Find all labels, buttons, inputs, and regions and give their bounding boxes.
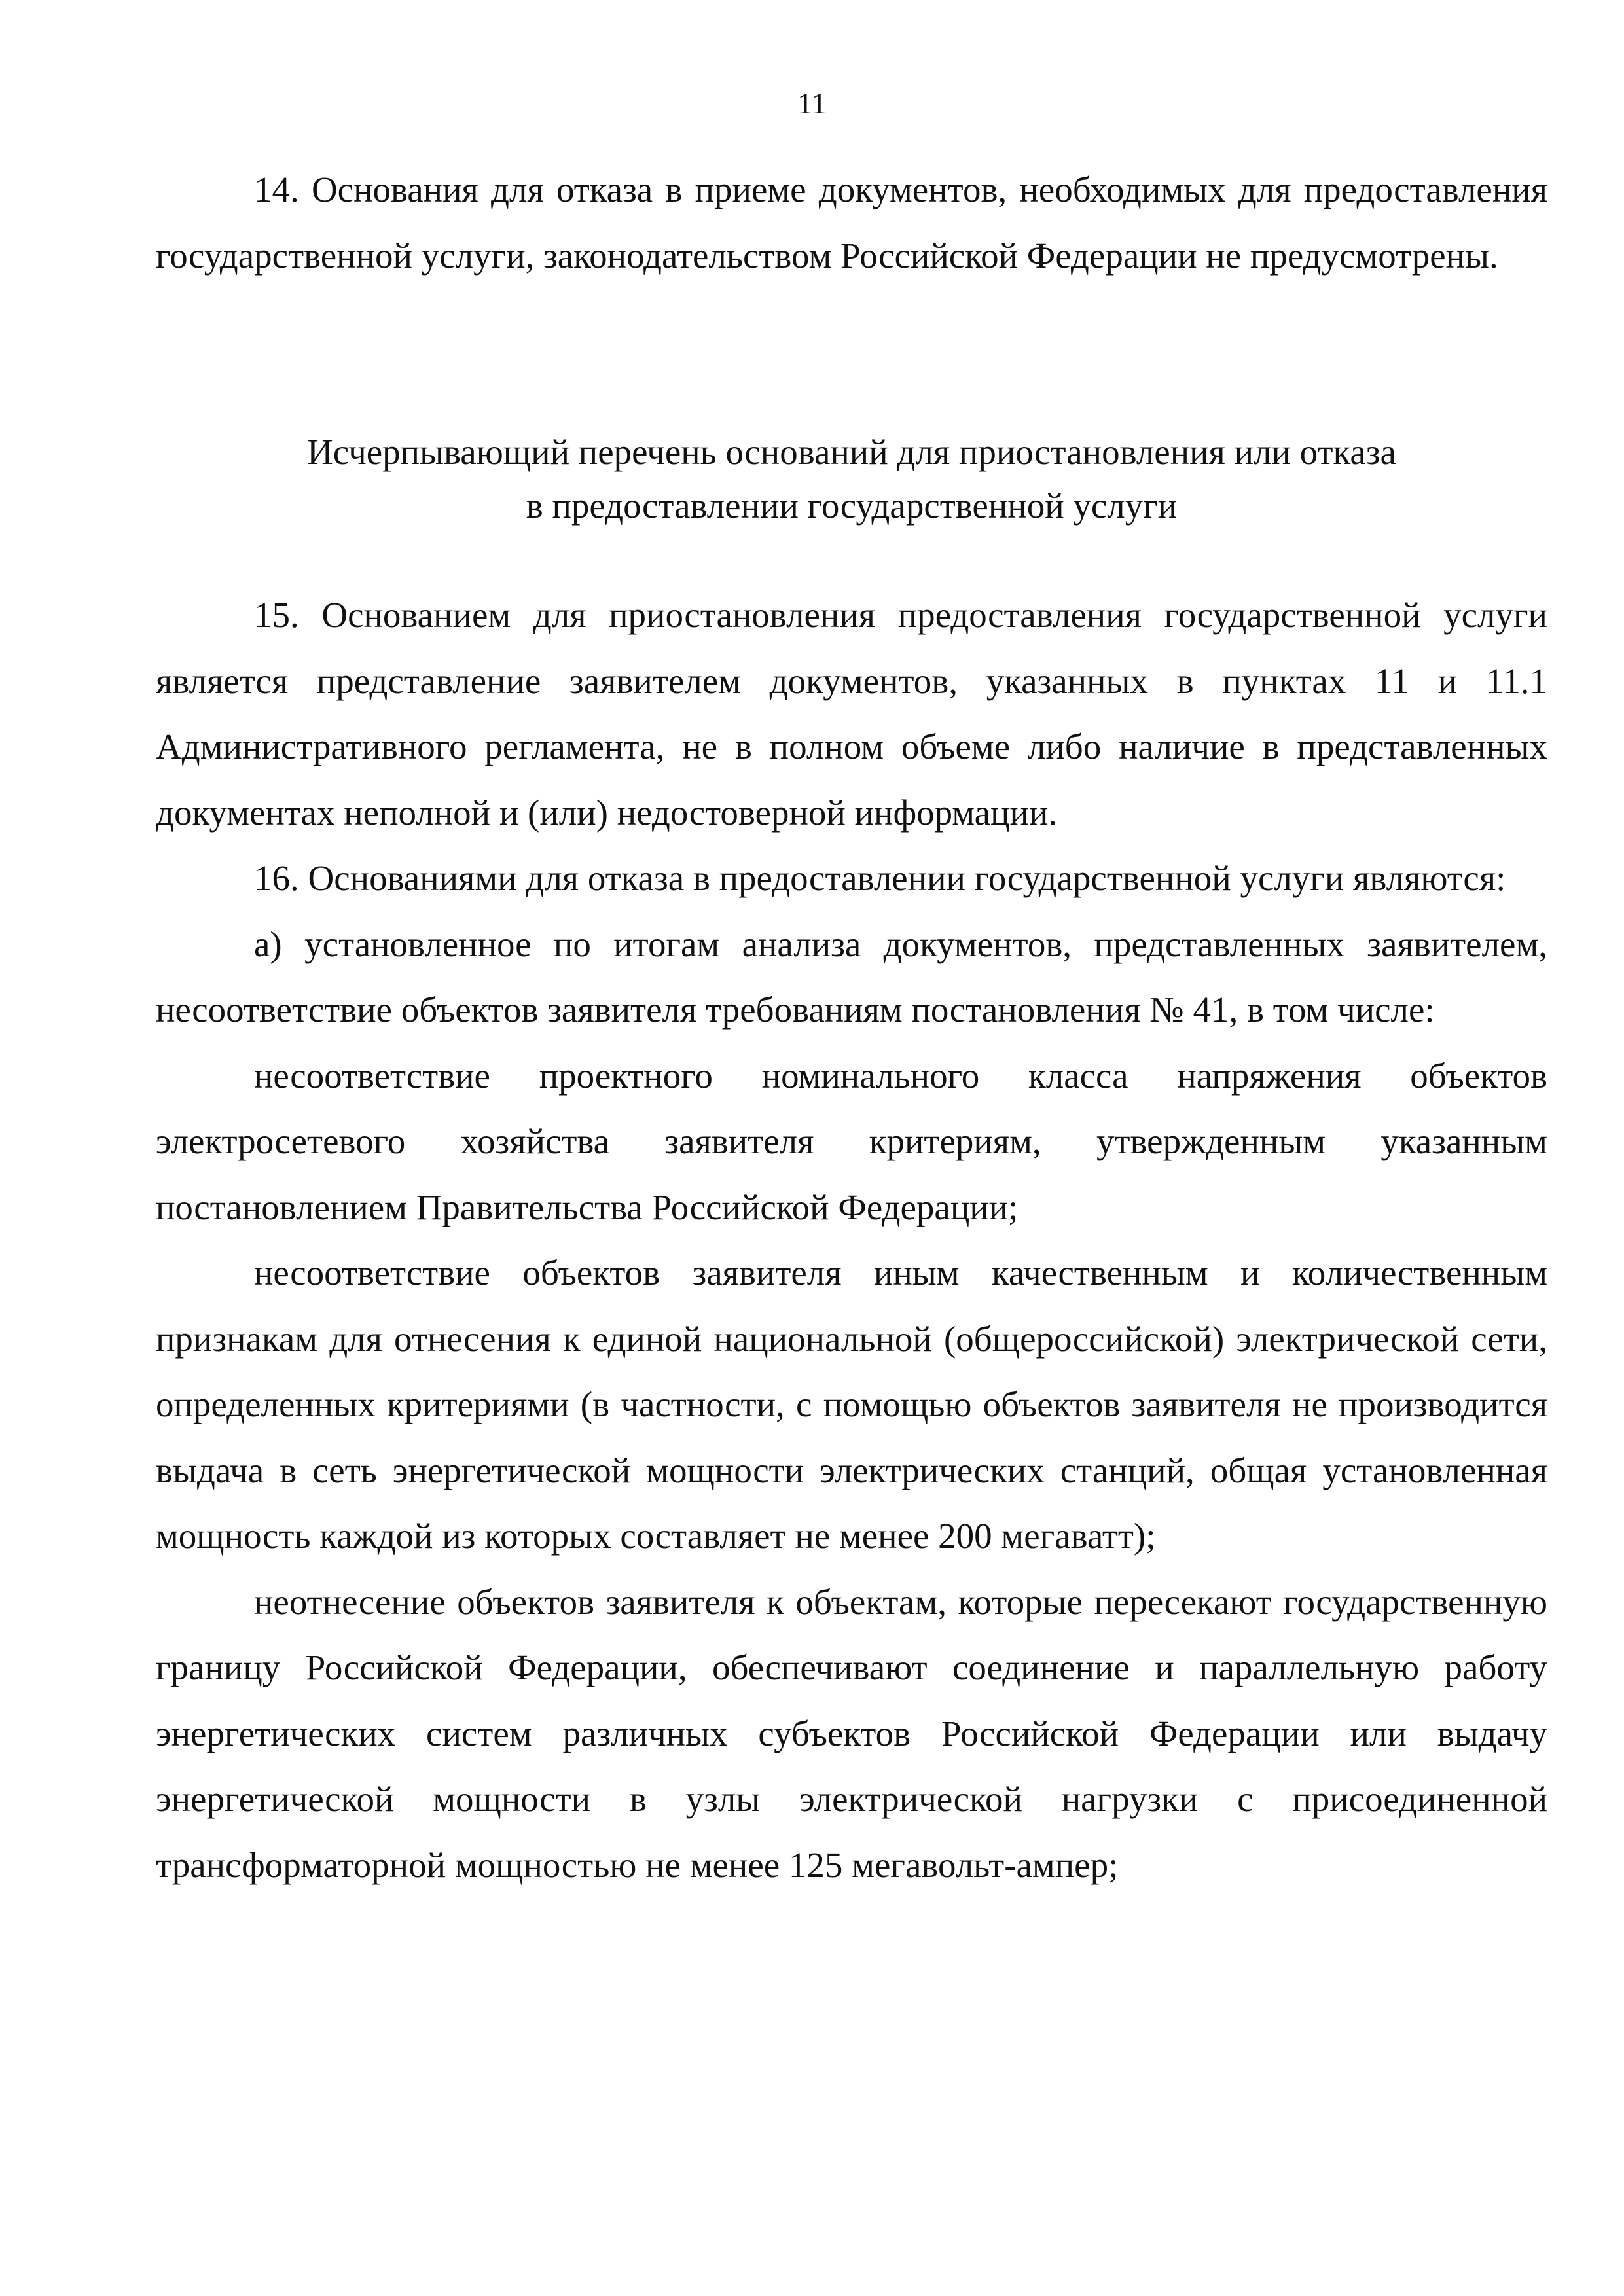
section-heading — [156, 425, 1547, 533]
page-number: 11 — [797, 86, 827, 120]
main-text-block — [156, 583, 1547, 1898]
paragraph-14: 14. Основания для отказа в приеме документов, необходимых для предоставления государственной услуги, законодательством Российской Федерации не предусмотрены. — [156, 170, 1547, 276]
paragraph-16-a-item-1: несоответствие проектного номинального класса напряжения объектов электросетевого хозяйства заявителя критериям, утвержденным указанным постановлением Правительства Российской Федерации; — [156, 1055, 1547, 1227]
section-heading-line-1: Исчерпывающий перечень оснований для приостановления или отказа — [307, 432, 1396, 472]
paragraph-16: 16. Основаниями для отказа в предоставлении государственной услуги являются: — [254, 858, 1506, 898]
paragraph-16-a: а) установленное по итогам анализа документов, представленных заявителем, несоответствие объектов заявителя требованиям постановления № 41, в том числе: — [156, 924, 1547, 1030]
section-heading-line-2: в предоставлении государственной услуги — [526, 486, 1178, 526]
paragraph-16-a-item-3: неотнесение объектов заявителя к объектам, которые пересекают государственную границу Российской Федерации, обеспечивают соединение и параллельную работу энергетических систем различных субъектов Российской Федерации или выдачу энергетической мощности в узлы электрической нагрузки с присоединенной трансформаторной мощностью не менее 125 мегавольт-ампер; — [156, 1581, 1547, 1885]
paragraph-15: 15. Основанием для приостановления предоставления государственной услуги является представление заявителем документов, указанных в пунктах 11 и 11.1 Административного регламента, не в полном объеме либо наличие в представленных документах неполной и (или) недостоверной информации. — [156, 595, 1547, 833]
paragraph-16-a-item-2: несоответствие объектов заявителя иным качественным и количественным признакам для отнесения к единой национальной (общероссийской) электрической сети, определенных критериями (в частности, с помощью объектов заявителя не производится выдача в сеть энергетической мощности электрических станций, общая установленная мощность каждой из которых составляет не менее 200 мегаватт); — [156, 1253, 1547, 1556]
paragraph-14-block — [156, 157, 1547, 289]
